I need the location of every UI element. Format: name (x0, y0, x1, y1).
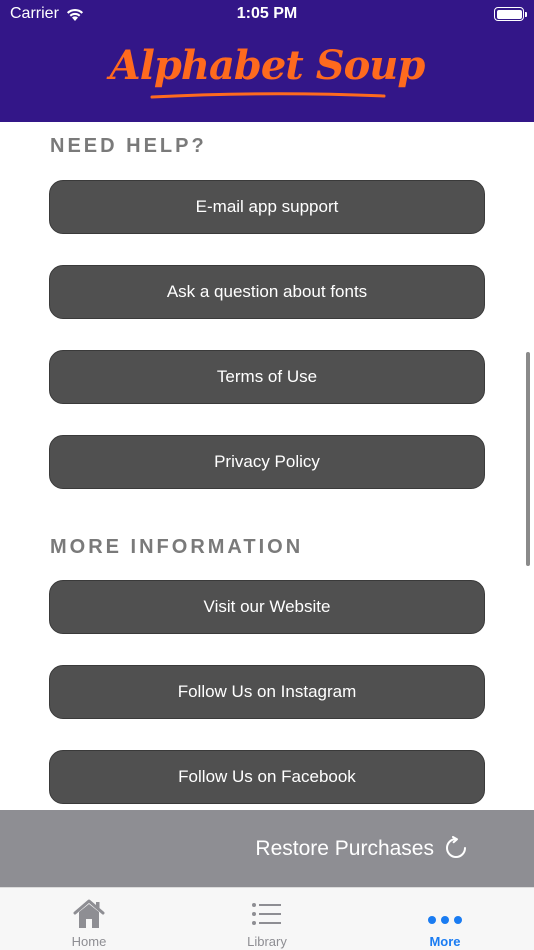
tab-bar (0, 887, 534, 950)
battery-icon (494, 7, 524, 21)
more-dots-icon (427, 896, 463, 932)
privacy-policy-button[interactable]: Privacy Policy (49, 435, 485, 489)
restore-purchases-label: Restore Purchases (255, 837, 434, 860)
home-icon (71, 896, 107, 932)
app-logo: Alphabet Soup (109, 42, 425, 89)
terms-of-use-button[interactable]: Terms of Use (49, 350, 485, 404)
more-content[interactable] (0, 122, 534, 810)
status-bar (0, 0, 534, 30)
battery-fill (497, 10, 522, 19)
ask-fonts-question-button[interactable]: Ask a question about fonts (49, 265, 485, 319)
email-support-button[interactable]: E-mail app support (49, 180, 485, 234)
scroll-indicator[interactable] (526, 352, 530, 566)
tab-library[interactable] (178, 888, 356, 950)
tab-more-label: More (429, 934, 461, 949)
status-time: 1:05 PM (236, 5, 298, 22)
follow-instagram-button[interactable]: Follow Us on Instagram (49, 665, 485, 719)
logo-swash-icon (150, 92, 386, 100)
visit-website-button[interactable]: Visit our Website (49, 580, 485, 634)
section-title-need-help: NEED HELP? (50, 135, 207, 157)
tab-home-label: Home (71, 934, 107, 949)
tab-home[interactable] (0, 888, 178, 950)
restore-purchases-button[interactable] (0, 810, 534, 887)
tab-library-label: Library (247, 934, 287, 949)
section-title-more-information: MORE INFORMATION (50, 536, 304, 558)
carrier-label: Carrier (10, 5, 59, 22)
list-icon (249, 896, 285, 932)
tab-more[interactable] (356, 888, 534, 950)
follow-facebook-button[interactable]: Follow Us on Facebook (49, 750, 485, 804)
refresh-icon (444, 836, 468, 860)
app-header (0, 0, 534, 122)
